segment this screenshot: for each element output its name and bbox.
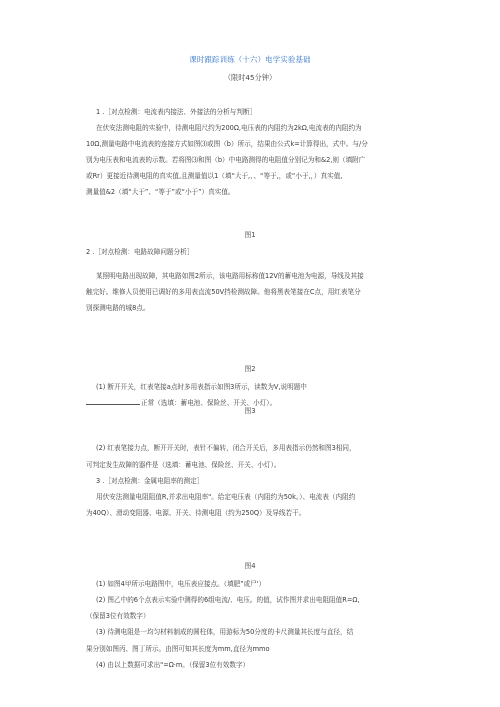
time-limit: （限时45分钟） (223, 73, 277, 82)
q3-sub: (4) 由以上数据可求出"=Ω·m。（保留3位有效数字） (96, 661, 250, 669)
q3-sub: 果分别如图丙、图丁所示。由图可知其长度为mm,直径为mmo (86, 645, 270, 653)
figure-3-caption: 图3 (244, 407, 256, 415)
answer-blank[interactable] (86, 398, 140, 405)
figure-1-caption: 图1 (244, 231, 256, 239)
q2-sub1-options: 正常（选填：蓄电池、保险丝、开关、小灯）。 (141, 399, 277, 407)
q3-sub: (2) 图乙中的6个点表示实验中测得的6组电流/、电压。的值，试作图并求出电阻阻值R=Ω, (96, 596, 360, 604)
q2-sub2: 可判定发生故障的器件是（选填：蓄电池、保险丝、开关、小灯）。 (86, 461, 281, 469)
q1-line: 或Rr）更接近待测电阻的真实值,且测量值以1（填“大于,、、“等于,，或“小于,，）真实值, (86, 172, 343, 180)
q1-line: 在伏安法测电阻的实验中，待测电阻尺约为200Ω,电压表的内阻约为2kΩ,电流表的内阻约为 (96, 124, 362, 132)
q2-sub1: (1) 断开开关，红表笔接a点时多用表指示如图3所示，读数为V,说明题中 (96, 383, 307, 391)
figure-4-caption: 图4 (244, 562, 256, 570)
q2-line: 触完好。维修人员使用已调好的多用表直流50V挡检测故障。他将黑表笔接在C点，用红表笔分 (86, 288, 361, 296)
q2-line: 某照明电路出现故障，其电路如图2所示，该电路用标称值12V的蓄电池为电源，导线及其接 (96, 272, 364, 280)
q3-sub: （保留3位有效数字） (86, 612, 150, 620)
q3-sub: (3) 待测电阻是一均匀材料制成的圆柱体，用游标为50分度的卡尺测量其长度与直径，结 (96, 628, 354, 636)
q3-line: 用伏安法测量电阻阻值R,并求出电阻率"。给定电压表（内阻约为50k。）、电流表（内阻约 (96, 493, 356, 501)
q1-line: 别为电压表和电流表的示数。若将图⑶和图（b）中电路测得的电阻值分别记为和&2,则（填附广 (86, 156, 366, 164)
q1-heading: 1 .［对点检测：电流表内接法、外接法的分析与判断］ (96, 108, 257, 116)
figure-2-caption: 图2 (244, 365, 256, 373)
q2-sub2: (2) 红表笔接力点，断开开关时，表针不偏转，闭合开关后，多用表指示仍然和图3相同， (96, 444, 356, 452)
q3-line: 为40Q）、滑动变阻器、电源、开关、待测电阻（约为250Q）及导线若干。 (86, 509, 306, 517)
q1-line: 测量值&2（填“大于”、“等于”或“小于”）真实值。 (86, 188, 235, 196)
q2-line: 别探测电路的城8点。 (86, 304, 150, 312)
q1-line: 10Ω,测量电路中电流表的连接方式如图⑶或图（b）所示，结果由公式k=计算得出，式中。与/分 (86, 140, 368, 148)
q2-heading: 2 .［对点检测：电路故障问题分析］ (86, 248, 194, 256)
q3-sub: (1) 如图4甲所示电路图中，电压表应接点。（填肥”或尸'） (96, 580, 266, 588)
document-title: 课时跟踪训练（十六）电学实验基础 (189, 55, 311, 64)
q3-heading: 3 .［对点检测：金属电阻率的测定］ (96, 477, 204, 485)
